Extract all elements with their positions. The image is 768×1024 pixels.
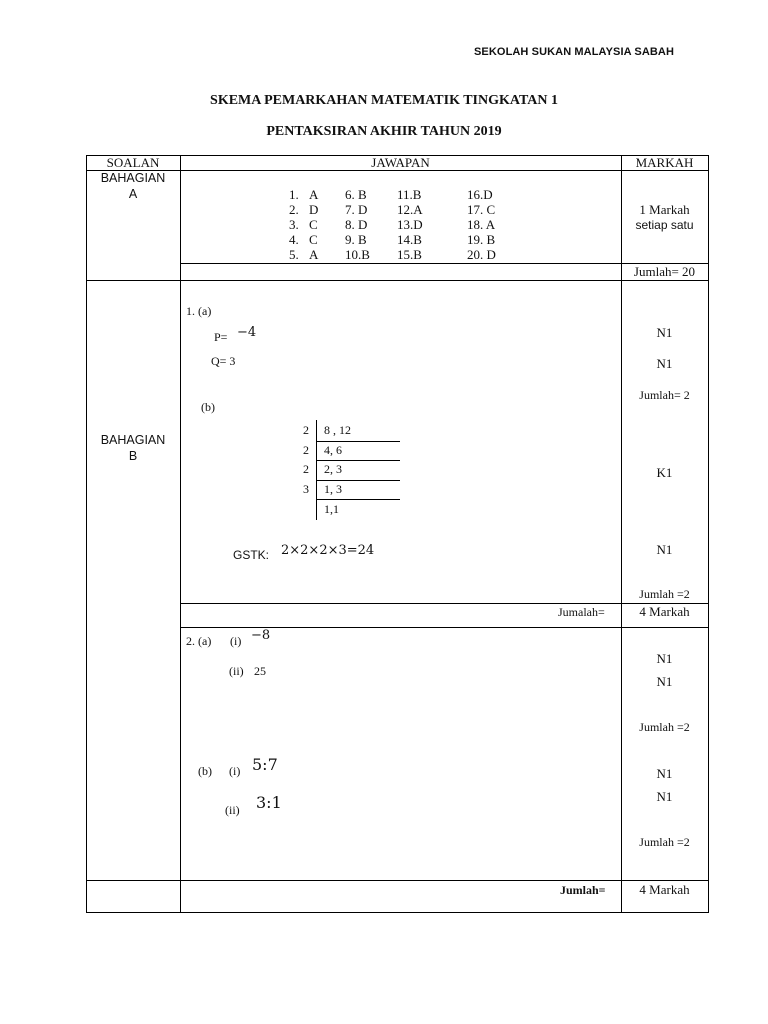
school-name: SEKOLAH SUKAN MALAYSIA SABAH [474, 46, 674, 58]
answer-value: A [309, 187, 319, 202]
header-soalan: SOALAN [106, 155, 160, 170]
q2-b-ii-label: (ii) [225, 803, 240, 817]
q1-p-label: P= [214, 330, 228, 344]
answer-num: 4. [289, 232, 299, 247]
q1-gstk-label: GSTK: [233, 548, 270, 562]
answer-value: 15.B [397, 247, 422, 262]
answer-value: 18. A [467, 217, 496, 232]
ladder-divisor: 2 [303, 443, 309, 457]
q1-gstk-expression: 2×2×2×3=24 [281, 543, 375, 558]
q1-total-label: Jumalah= [558, 605, 605, 619]
q2-a-i-value: −8 [251, 628, 271, 643]
answer-value: 6. B [345, 187, 367, 202]
q2-a-i-label: (i) [230, 634, 242, 648]
section-a-mark-2: setiap satu [635, 218, 694, 232]
ladder-dividend: 2, 3 [324, 462, 342, 476]
answer-value: D [309, 202, 319, 217]
answer-value: C [309, 217, 318, 232]
answer-value: 17. C [467, 202, 496, 217]
q1-mark-n1: N1 [656, 542, 673, 557]
answer-num: 3. [289, 217, 299, 232]
q2-subtotal-b: Jumlah =2 [639, 835, 690, 849]
answer-value: 9. B [345, 232, 367, 247]
answer-num: 1. [289, 187, 299, 202]
ladder-rule [316, 460, 400, 461]
ladder-divisor: 2 [303, 423, 309, 437]
table-border-right [708, 155, 709, 913]
bahagian-b-label-1: BAHAGIAN [100, 433, 166, 447]
q2-mark-b1: N1 [656, 766, 673, 781]
soalan-column-divider [180, 155, 181, 913]
answer-value: 12.A [397, 202, 423, 217]
answer-value: 11.B [397, 187, 422, 202]
answer-value: 19. B [467, 232, 496, 247]
q1-p-value: −4 [237, 325, 257, 340]
q2-a-ii-value: 25 [254, 664, 266, 678]
q2-part-a: 2. (a) [186, 634, 212, 648]
table-border-left [86, 155, 87, 913]
q2-mark-b2: N1 [656, 789, 673, 804]
bahagian-b-label-2: B [128, 449, 138, 463]
ladder-dividend: 4, 6 [324, 443, 342, 457]
q1-mark-p: N1 [656, 325, 673, 340]
q1-q-label: Q= 3 [211, 354, 236, 368]
q2-mark-a2: N1 [656, 674, 673, 689]
q1-mark-k1: K1 [656, 465, 673, 480]
section-a-mark-1: 1 Markah [639, 202, 690, 217]
page-subtitle: PENTAKSIRAN AKHIR TAHUN 2019 [266, 124, 502, 139]
answer-value: 13.D [397, 217, 423, 232]
answer-value: 7. D [345, 202, 368, 217]
page-title: SKEMA PEMARKAHAN MATEMATIK TINGKATAN 1 [210, 93, 558, 108]
q1-part-b: (b) [201, 400, 215, 414]
ladder-divisor: 2 [303, 462, 309, 476]
answer-value: 8. D [345, 217, 368, 232]
q1-part-a: 1. (a) [186, 304, 212, 318]
ladder-rule [316, 499, 400, 500]
q2-b-ii-value: 3:1 [256, 793, 282, 812]
header-markah: MARKAH [635, 155, 694, 170]
ladder-divisor: 3 [303, 482, 309, 496]
q2-total-value: 4 Markah [639, 882, 690, 897]
ladder-rule [316, 441, 400, 442]
answer-value: C [309, 232, 318, 247]
q2-total-label: Jumlah= [560, 883, 606, 897]
ladder-dividend: 1,1 [324, 502, 339, 516]
q1-mark-q: N1 [656, 356, 673, 371]
answer-value: A [309, 247, 319, 262]
q2-subtotal-a: Jumlah =2 [639, 720, 690, 734]
q2-part-b: (b) [198, 764, 212, 778]
header-jawapan: JAWAPAN [371, 155, 430, 170]
ladder-rule [316, 480, 400, 481]
q2-a-ii-label: (ii) [229, 664, 244, 678]
bahagian-a-label-1: BAHAGIAN [100, 171, 166, 185]
ladder-vertical-line [316, 420, 317, 520]
ladder-dividend: 1, 3 [324, 482, 342, 496]
q1-total-value: 4 Markah [639, 604, 690, 619]
bahagian-a-label-2: A [128, 187, 138, 201]
answer-value: 10.B [345, 247, 370, 262]
ladder-dividend: 8 , 12 [324, 423, 351, 437]
answer-value: 16.D [467, 187, 493, 202]
answer-num: 2. [289, 202, 299, 217]
q2-mark-a1: N1 [656, 651, 673, 666]
answer-value: 20. D [467, 247, 496, 262]
answer-value: 14.B [397, 232, 422, 247]
q2-b-i-label: (i) [229, 764, 241, 778]
q1-subtotal-b: Jumlah =2 [639, 587, 690, 601]
answer-num: 5. [289, 247, 299, 262]
q2-b-i-value: 5:7 [252, 755, 278, 774]
q1-subtotal-a: Jumlah= 2 [639, 388, 690, 402]
section-a-total: Jumlah= 20 [633, 264, 696, 279]
